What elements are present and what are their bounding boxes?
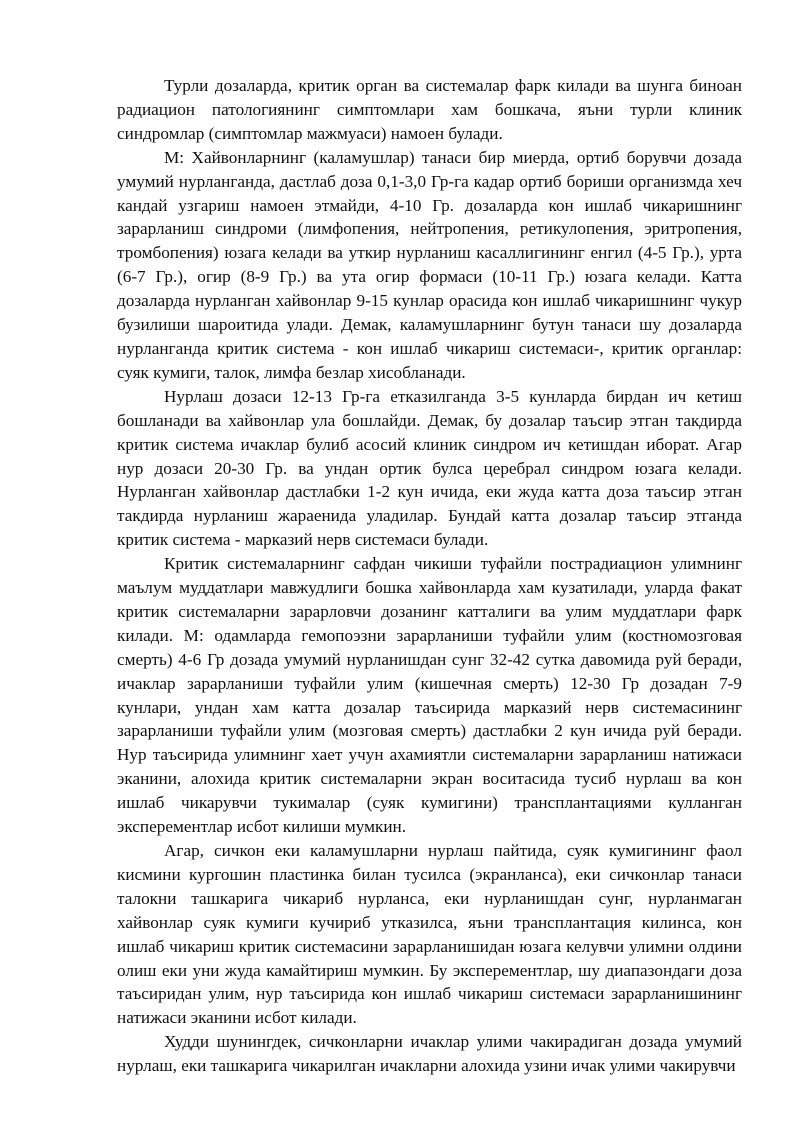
document-body: [117, 74, 742, 1078]
paragraph-6: Худди шунингдек, сичконларни ичаклар улими чакирадиган дозада умумий нурлаш, еки ташкарига чикарилган ичакларни алохида узини ичак улими чакирувчи: [117, 1032, 742, 1076]
paragraph-3: Нурлаш дозаси 12-13 Гр-га етказилганда 3-5 кунларда бирдан ич кетиш бошланади ва хайвонлар ула бошлайди. Демак, бу дозалар таъсир этган такдирда критик система ичаклар булиб асосий клиник синдром ич кетишдан иборат. Агар нур дозаси 20-30 Гр. ва ундан ортик булса церебрал синдром юзага келади. Нурланган хайвонлар дастлабки 1-2 кун ичида, еки жуда катта доза таъсир этган такдирда нурланиш жараенида уладилар. Бундай катта дозалар таъсир этганда критик система - марказий нерв системаси булади.: [117, 386, 742, 550]
paragraph-2: М: Хайвонларнинг (каламушлар) танаси бир миерда, ортиб борувчи дозада умумий нурланганда, дастлаб доза 0,1-3,0 Гр-га кадар ортиб бориши организмда хеч кандай узгариш намоен этмайди, 4-10 Гр. дозаларда кон ишлаб чикаришнинг зарарланиш синдроми (лимфопения, нейтропения, ретикулопения, эритропения, тромбопения) юзага келади ва уткир нурланиш касаллигининг енгил (4-5 Гр.), урта (6-7 Гр.), огир (8-9 Гр.) ва ута огир формаси (10-11 Гр.) юзага келади. Катта дозаларда нурланган хайвонлар 9-15 кунлар орасида кон ишлаб чикаришнинг чукур бузилиши шароитида улади. Демак, каламушларнинг бутун танаси шу дозаларда нурланганда критик система - кон ишлаб чикариш системаси-, критик органлар: суяк кумиги, талок, лимфа безлар хисобланади.: [117, 147, 742, 382]
paragraph-4: Критик системаларнинг сафдан чикиши туфайли пострадиацион улимнинг маълум муддатлари мавжудлиги бошка хайвонларда хам кузатилади, уларда факат критик системаларни зарарловчи дозанинг катталиги ва улим муддатлари фарк килади. М: одамларда гемопоэзни зарарланиши туфайли улим (костномозговая смерть) 4-6 Гр дозада умумий нурланишдан сунг 32-42 сутка давомида руй беради, ичаклар зарарланиши туфайли улим (кишечная смерть) 12-30 Гр дозадан 7-9 кунлари, ундан хам катта дозалар таъсирида марказий нерв системасининг зарарланиши туфайли улим (мозговая смерть) дастлабки 2 кун ичида руй беради. Нур таъсирида улимнинг хает учун ахамиятли системаларни зарарланиш натижаси эканини, алохида критик системаларни экран воситасида тусиб нурлаш ва кон ишлаб чикарувчи тукималар (суяк кумигини) трансплантациями кулланган эксперементлар исбот килиши мумкин.: [117, 554, 742, 837]
paragraph-1: Турли дозаларда, критик орган ва системалар фарк килади ва шунга биноан радиацион патологиянинг симптомлари хам бошкача, яъни турли клиник синдромлар (симптомлар мажмуаси) намоен булади.: [117, 76, 742, 143]
paragraph-5: Агар, сичкон еки каламушларни нурлаш пайтида, суяк кумигининг фаол кисмини кургошин пластинка билан тусилса (экранланса), еки сичконлар танаси талокни ташкарига чикариб нурланса, еки нурланишдан сунг, нурланмаган хайвонлар суяк кумиги кучириб утказилса, яъни трансплантация килинса, кон ишлаб чикариш критик системасини зарарланишидан юзага келувчи улимни олдини олиш еки уни жуда камайтириш мумкин. Бу эксперементлар, шу диапазондаги доза таъсиридан улим, нур таъсирида кон ишлаб чикариш системаси зарарланишининг натижаси эканини исбот килади.: [117, 841, 742, 1028]
